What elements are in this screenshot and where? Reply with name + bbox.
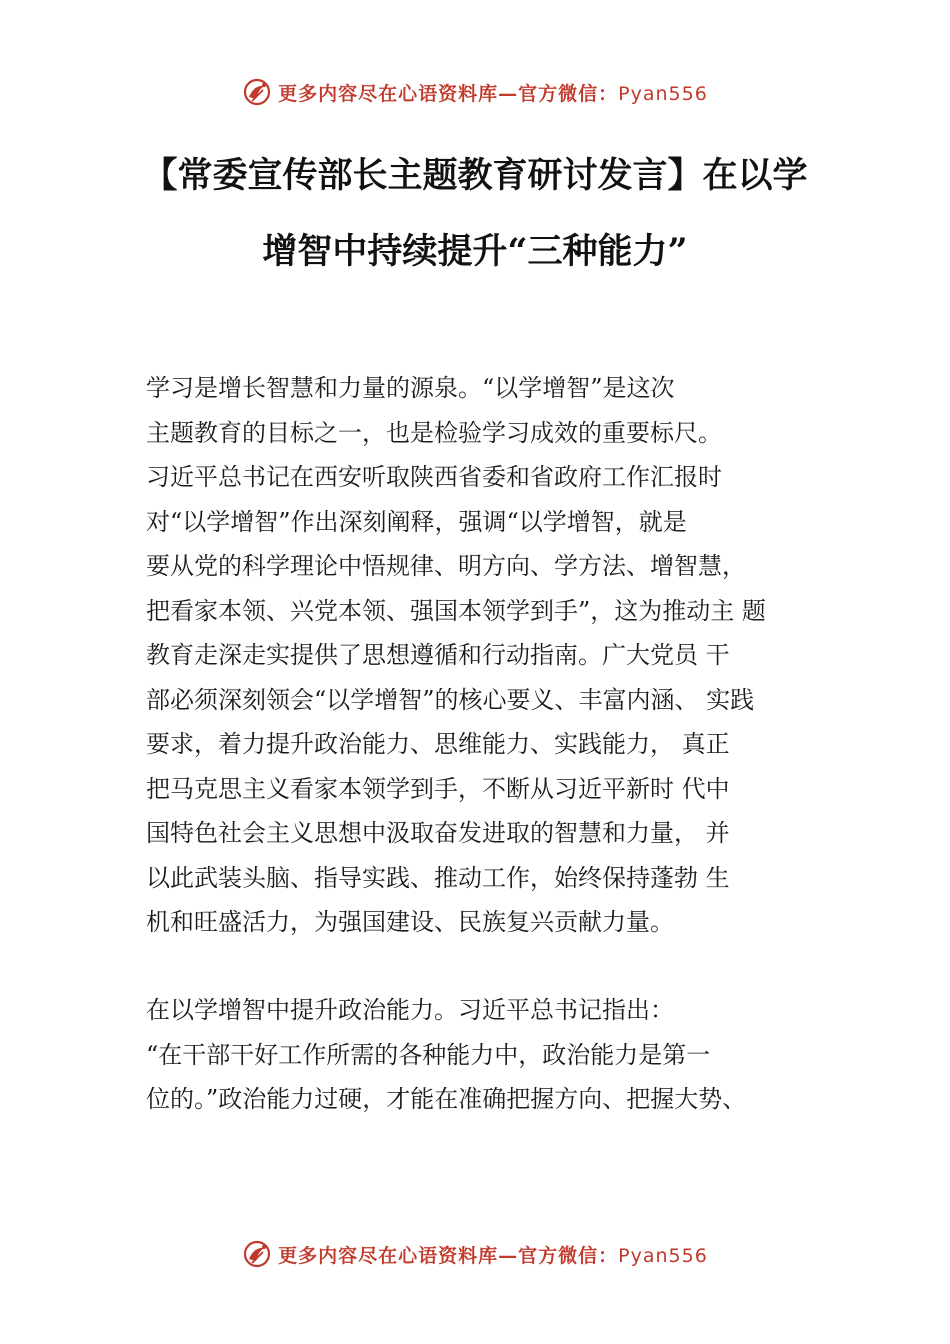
title-line-1: 【常委宣传部长主题教育研讨发言】在以学	[142, 155, 808, 196]
text-line: 把马克思主义看家本领学到手，不断从习近平新时 代中	[146, 774, 730, 803]
wechat-id: Pyan556	[618, 1244, 708, 1267]
text-line: 习近平总书记在西安听取陕西省委和省政府工作汇报时	[146, 463, 722, 491]
text-line: 主题教育的目标之一，也是检验学习成效的重要标尺。	[146, 418, 722, 447]
footer-banner	[0, 1236, 950, 1272]
wechat-id: Pyan556	[618, 82, 708, 105]
text-line: 把看家本领、兴党本领、强国本领学到手”，这为推动主 题	[146, 596, 766, 625]
text-line: 国特色社会主义思想中汲取奋发进取的智慧和力量， 并	[146, 819, 730, 847]
text-line: 机和旺盛活力，为强国建设、民族复兴贡献力量。	[146, 908, 674, 936]
text-line: 对“以学增智”作出深刻阐释，强调“以学增智，就是	[146, 507, 687, 536]
text-line: 要从党的科学理论中悟规律、明方向、学方法、增智慧，	[146, 552, 746, 580]
text-line: 部必须深刻领会“以学增智”的核心要义、丰富内涵、 实践	[146, 685, 755, 714]
banner-label: 更多内容尽在心语资料库—官方微信：	[278, 82, 619, 105]
text-line: 位的。”政治能力过硬，才能在准确把握方向、把握大势、	[146, 1085, 747, 1113]
logo-icon	[242, 1239, 272, 1269]
banner-text	[278, 1241, 708, 1268]
header-banner	[0, 74, 950, 110]
text-line: 教育走深走实提供了思想遵循和行动指南。广大党员 干	[146, 641, 730, 669]
title-line-2: 增智中持续提升“三种能力”	[262, 231, 688, 272]
text-line: 在以学增智中提升政治能力。习近平总书记指出：	[98, 996, 674, 1024]
banner-text	[278, 79, 708, 106]
text-line: 要求，着力提升政治能力、思维能力、实践能力， 真正	[146, 730, 730, 758]
document-title	[110, 138, 840, 290]
paragraph-1	[98, 366, 836, 945]
logo-icon	[242, 77, 272, 107]
text-line: “在干部干好工作所需的各种能力中，政治能力是第一	[146, 1040, 711, 1069]
banner-label: 更多内容尽在心语资料库—官方微信：	[278, 1244, 619, 1267]
text-line: 学习是增长智慧和力量的源泉。“以学增智”是这次	[98, 374, 675, 402]
text-line: 以此武装头脑、指导实践、推动工作，始终保持蓬勃 生	[146, 863, 730, 892]
paragraph-2	[98, 988, 836, 1122]
